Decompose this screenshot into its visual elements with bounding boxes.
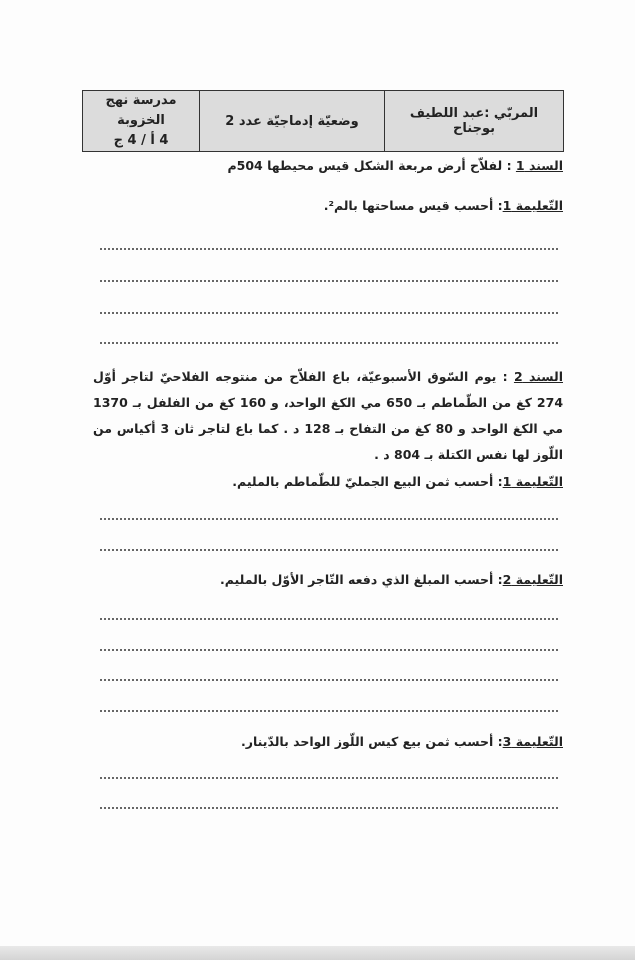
answer-line[interactable] (100, 777, 558, 779)
school-name: مدرسة نهج الخزوبة (105, 93, 177, 128)
answer-line[interactable] (100, 649, 558, 651)
instruction-1-1 (324, 198, 563, 213)
answer-line[interactable] (100, 342, 558, 344)
instruction-1-1-label: التّعليمة 1 (502, 198, 563, 213)
answer-line[interactable] (100, 518, 558, 520)
sanad-2-text: : يوم السّوق الأسبوعيّة، باع الفلاّح من منتوجه الفلاحيّ لتاجر أوّل 274 كغ من الطّماطم بـ 650 مي الكغ الواحد، و 160 كغ من الفلفل بـ 1370 مي الكغ الواحد و 80 كغ من التفاح بـ 128 د . كما باع لتاجر ثان 3 أكياس من اللّوز لها نفس الكتلة بـ 804 د . (93, 369, 564, 462)
sanad-2 (93, 364, 563, 468)
instruction-2-3-text: : أحسب ثمن بيع كيس اللّوز الواحد بالدّينار. (241, 734, 503, 749)
answer-line[interactable] (100, 679, 558, 681)
instruction-2-2-text: : أحسب المبلغ الذي دفعه التّاجر الأوّل بالمليم. (219, 572, 503, 587)
answer-line[interactable] (100, 248, 558, 250)
class-name: 4 أ / 4 ج (113, 133, 169, 148)
answer-line[interactable] (100, 710, 558, 712)
instruction-2-2-label: التّعليمة 2 (502, 572, 563, 587)
instruction-1-1-text: : أحسب قيس مساحتها بالم². (323, 198, 503, 213)
sanad-1-label: السند 1 (515, 158, 563, 173)
answer-line[interactable] (100, 807, 558, 809)
instruction-2-2 (220, 572, 563, 587)
instruction-2-3-label: التّعليمة 3 (502, 734, 563, 749)
sanad-1-text: : لفلاّح أرض مربعة الشكل قيس محيطها 504م (227, 158, 516, 173)
instruction-2-1-label: التّعليمة 1 (502, 474, 563, 489)
answer-line[interactable] (100, 312, 558, 314)
school-cell (83, 91, 200, 152)
answer-line[interactable] (100, 618, 558, 620)
answer-line[interactable] (100, 280, 558, 282)
sanad-2-label: السند 2 (513, 369, 563, 384)
instruction-2-1 (232, 474, 563, 489)
teacher-name: المربّي :عبد اللطيف بوجناح (385, 91, 564, 152)
worksheet-title: وضعيّة إدماجيّة عدد 2 (200, 91, 385, 152)
answer-line[interactable] (100, 549, 558, 551)
page-bottom-edge (0, 946, 635, 960)
instruction-2-3 (241, 734, 563, 749)
header-table (82, 90, 564, 152)
sanad-1 (227, 158, 563, 173)
instruction-2-1-text: : أحسب ثمن البيع الجمليّ للطّماطم بالمليم. (232, 474, 503, 489)
